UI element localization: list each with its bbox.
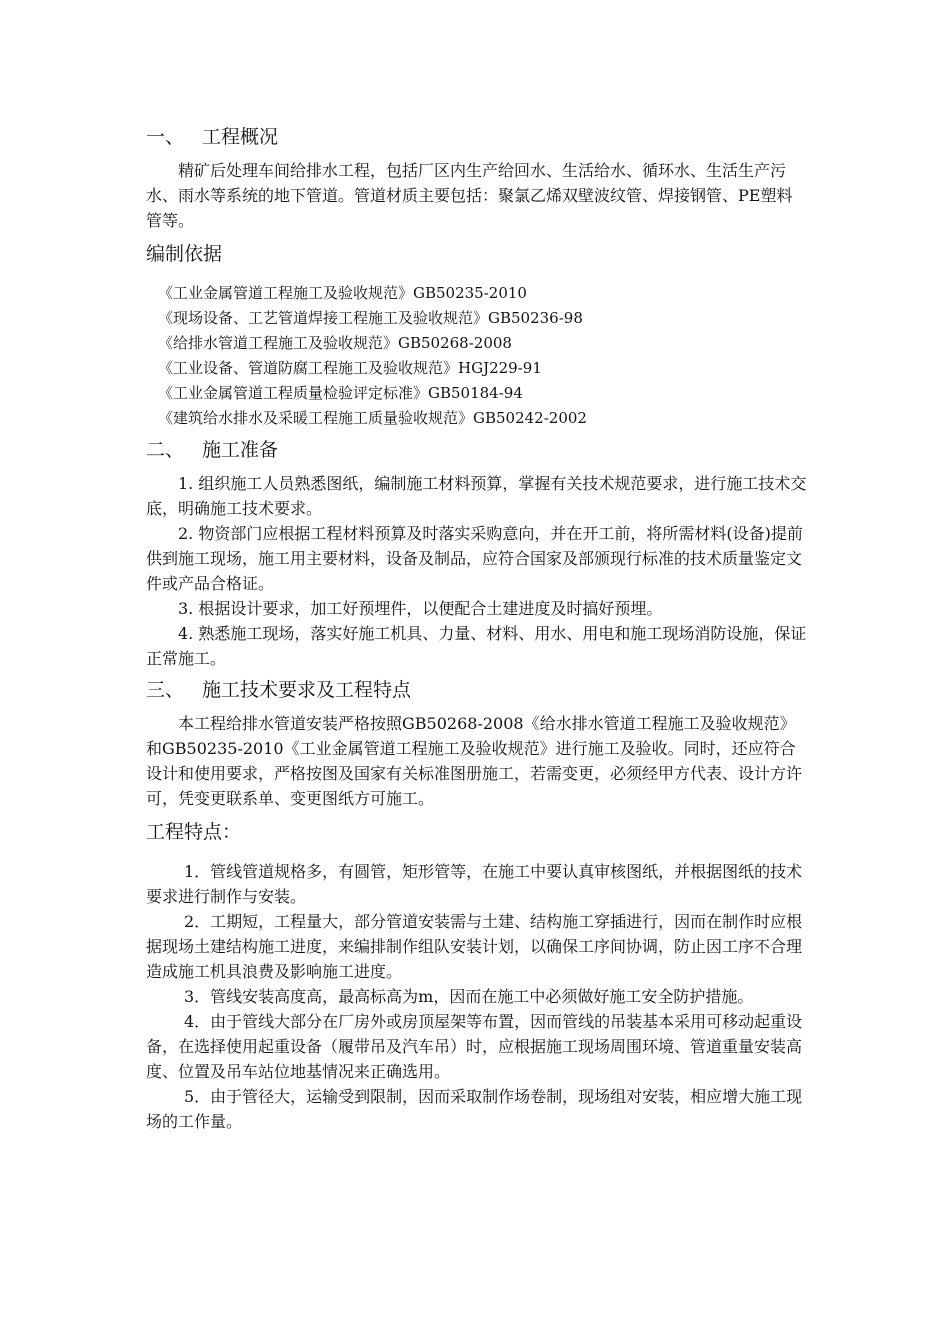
overview-paragraph: 精矿后处理车间给排水工程，包括厂区内生产给回水、生活给水、循环水、生活生产污水、雨水等系统的地下管道。管道材质主要包括：聚氯乙烯双壁波纹管、焊接钢管、PE塑料管等。 [146,161,793,230]
section-heading-features: 工程特点： [146,821,242,843]
section-heading-basis: 编制依据 [146,243,223,265]
prep-item: 1. 组织施工人员熟悉图纸，编制施工材料预算，掌握有关技术规范要求，进行施工技术交底，明确施工技术要求。 [146,474,807,518]
section-heading-tech [146,675,808,705]
section-number: 二、 [146,439,185,461]
feature-item: 5．由于管径大，运输受到限制，因而采取制作场卷制，现场组对安装，相应增大施工现场的工作量。 [146,1087,803,1131]
document-page [146,122,808,1134]
reference-list [146,281,808,431]
section-title: 工程概况 [202,126,279,148]
tech-paragraph: 本工程给排水管道安装严格按照GB50268-2008《给水排水管道工程施工及验收规范》和GB50235-2010《工业金属管道工程施工及验收规范》进行施工及验收。同时，还应符合设计和使用要求，严格按图及国家有关标准图册施工，若需变更，必须经甲方代表、设计方许可，凭变更联系单、变更图纸方可施工。 [146,714,803,808]
feature-items [146,859,808,1134]
prep-item: 2. 物资部门应根据工程材料预算及时落实采购意向，并在开工前，将所需材料(设备)提前供到施工现场，施工用主要材料，设备及制品，应符合国家及部颁现行标准的技术质量鉴定文件或产品合格证。 [146,524,803,593]
reference-item: 《现场设备、工艺管道焊接工程施工及验收规范》GB50236-98 [158,309,583,327]
section-heading-prep [146,435,808,465]
reference-item: 《工业金属管道工程质量检验评定标准》GB50184-94 [158,384,523,402]
reference-item: 《给排水管道工程施工及验收规范》GB50268-2008 [158,334,512,352]
reference-item: 《建筑给水排水及采暖工程施工质量验收规范》GB50242-2002 [158,409,587,427]
section-number: 一、 [146,126,185,148]
section-title: 施工准备 [202,439,279,461]
feature-item: 3．管线安装高度高，最高标高为m，因而在施工中必须做好施工安全防护措施。 [184,987,754,1006]
prep-item: 3. 根据设计要求，加工好预埋件，以便配合土建进度及时搞好预埋。 [178,599,663,618]
section-heading-overview [146,122,808,152]
feature-item: 1．管线管道规格多，有圆管，矩形管等，在施工中要认真审核图纸，并根据图纸的技术要求进行制作与安装。 [146,862,803,906]
prep-item: 4. 熟悉施工现场，落实好施工机具、力量、材料、用水、用电和施工现场消防设施，保证正常施工。 [146,624,807,668]
section-number: 三、 [146,679,185,701]
feature-item: 4．由于管线大部分在厂房外或房顶屋架等布置，因而管线的吊装基本采用可移动起重设备，在选择使用起重设备（履带吊及汽车吊）时，应根据施工现场周围环境、管道重量安装高度、位置及吊车站位地基情况来正确选用。 [146,1012,803,1081]
reference-item: 《工业金属管道工程施工及验收规范》GB50235-2010 [158,284,527,302]
prep-items [146,471,808,671]
feature-item: 2．工期短，工程量大，部分管道安装需与土建、结构施工穿插进行，因而在制作时应根据现场土建结构施工进度，来编排制作组队安装计划，以确保工序间协调，防止因工序不合理造成施工机具浪费及影响施工进度。 [146,912,803,981]
section-title: 施工技术要求及工程特点 [202,679,412,701]
reference-item: 《工业设备、管道防腐工程施工及验收规范》HGJ229-91 [158,359,542,377]
